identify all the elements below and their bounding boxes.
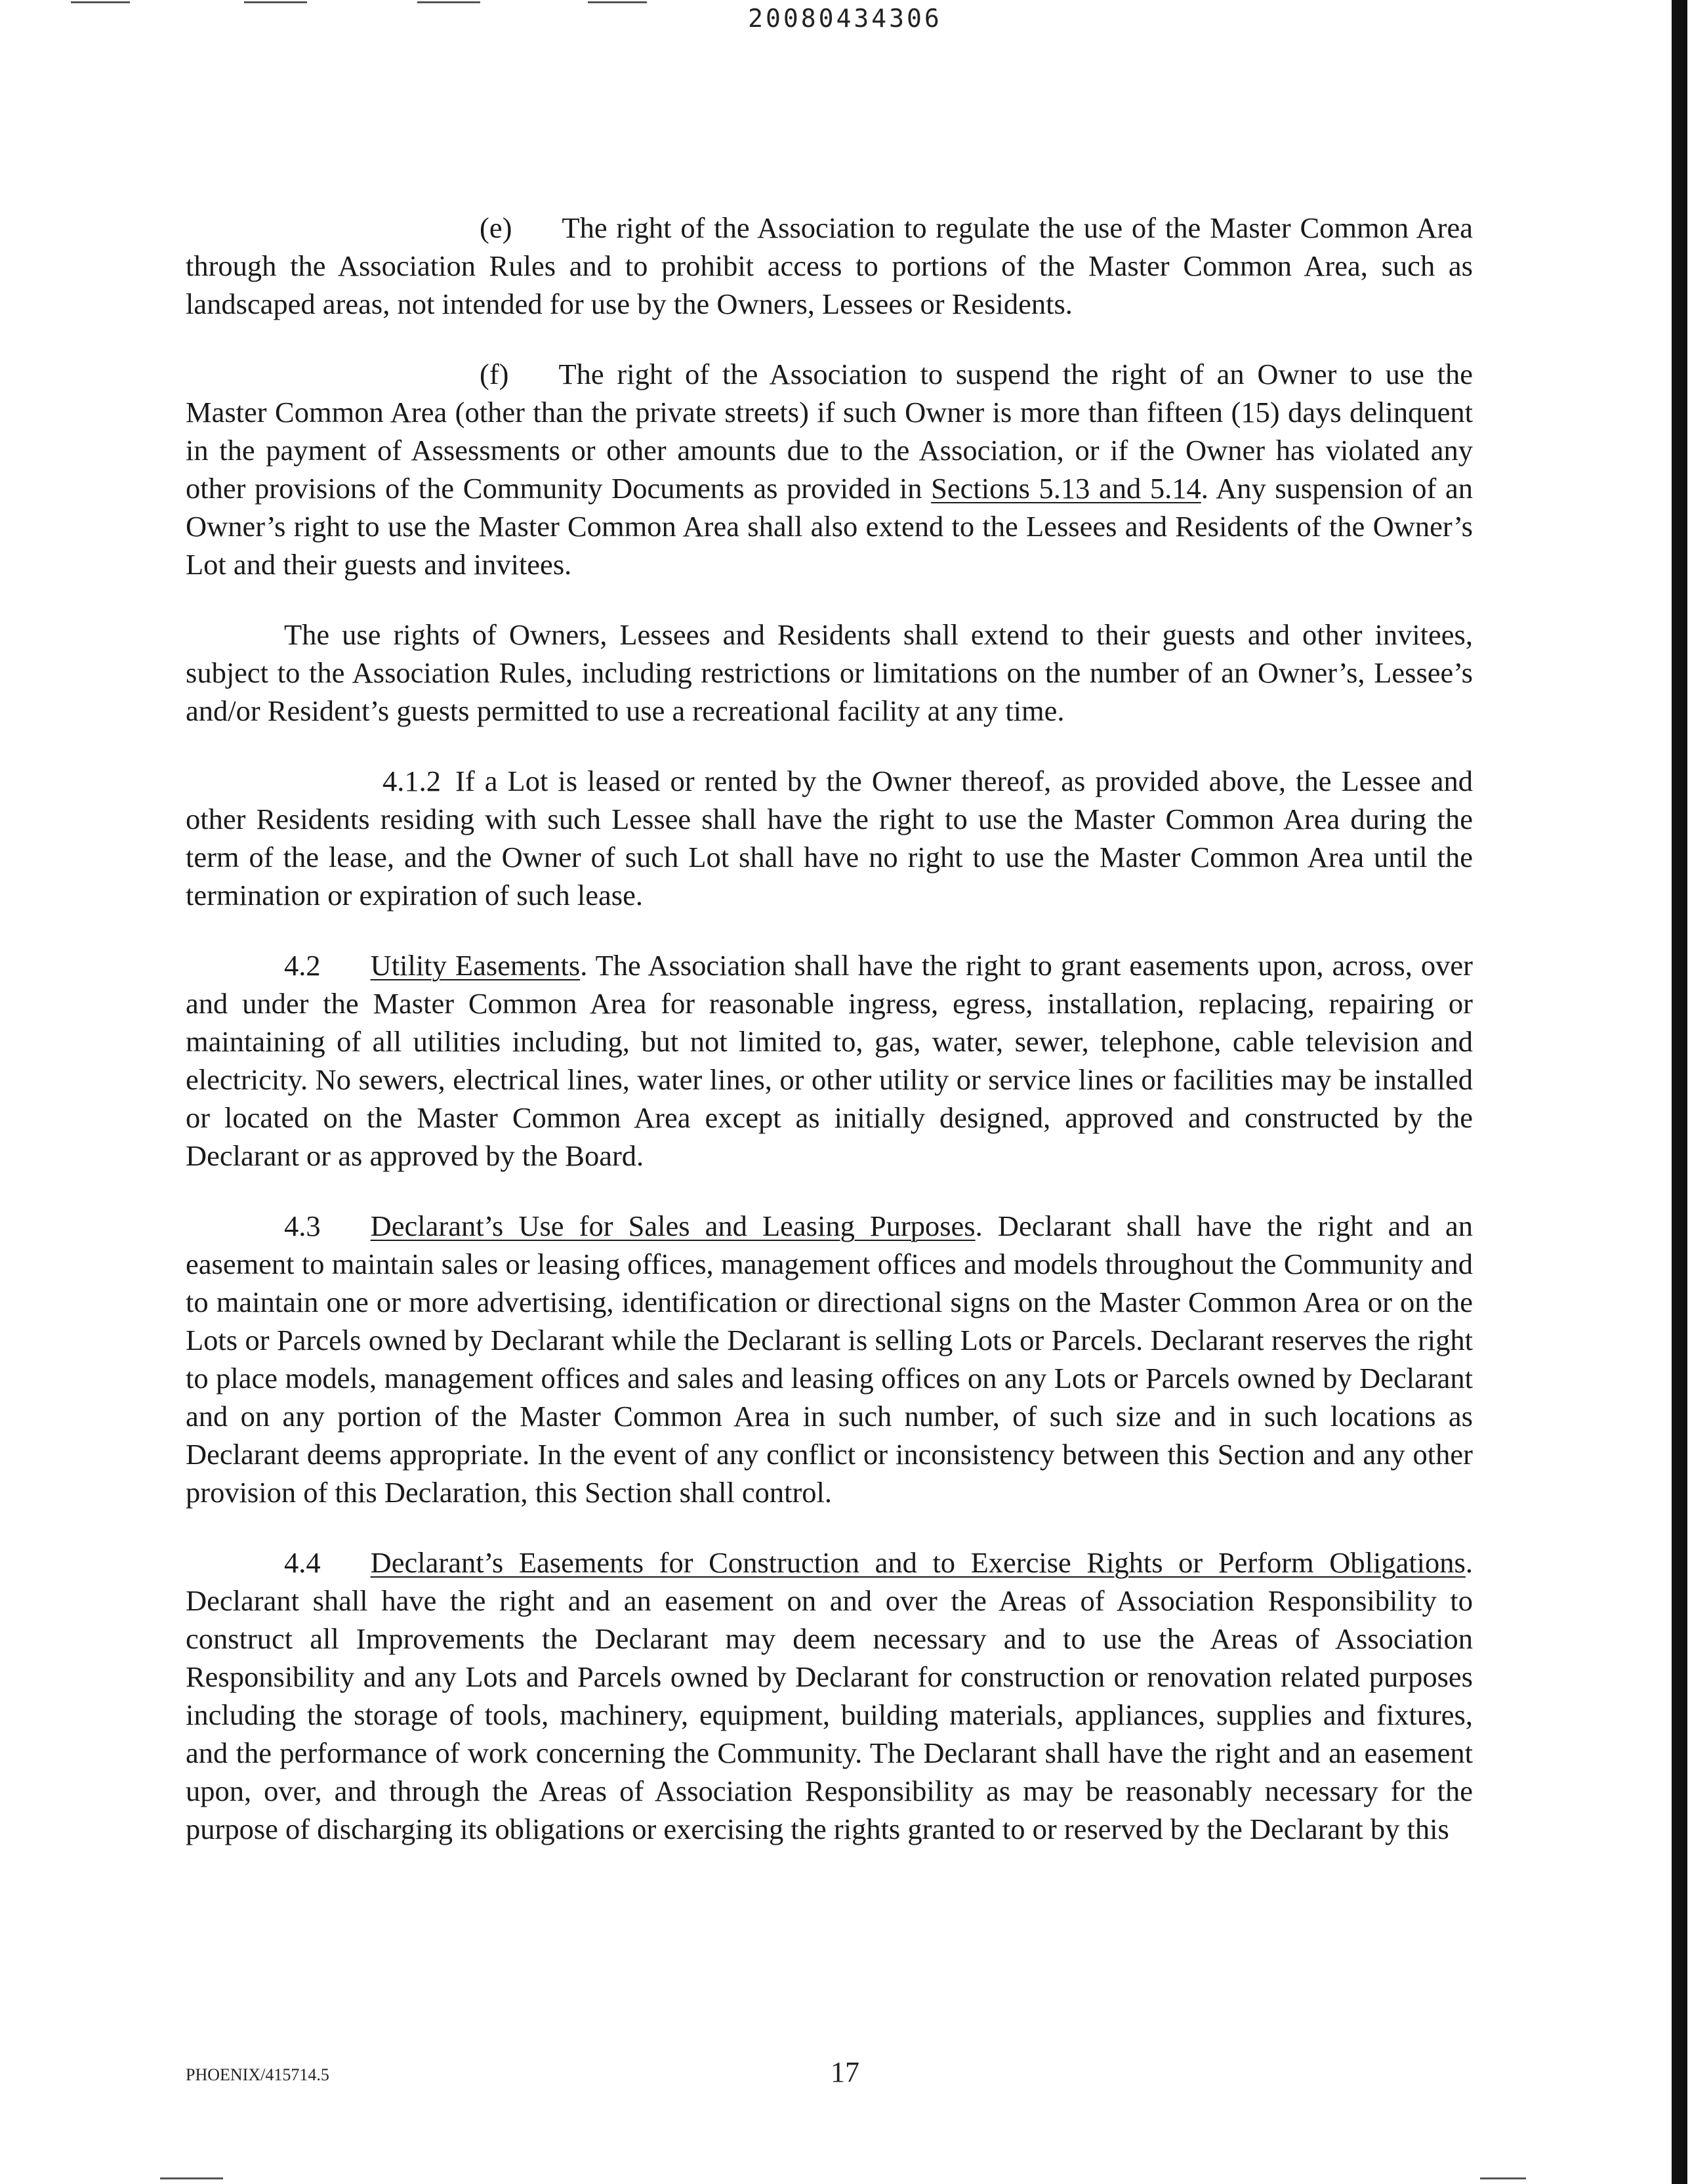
section-number: 4.4: [284, 1546, 321, 1579]
paragraph-f: [186, 355, 1473, 583]
paragraph-text: The right of the Association to suspend the right of an Owner to use the Master Common Area (other than the private streets) if such Owner is more than fifteen (15) days delinquent in the payment of Assessments or other amounts due to the Association, or if the Owner has violated any other provisions of the Community Documents as provided in: [186, 358, 1473, 505]
section-4-2: [186, 946, 1473, 1175]
section-heading: Utility Easements: [370, 949, 581, 982]
scan-edge-bar: [1672, 0, 1687, 2184]
section-4-1-2: [186, 762, 1473, 914]
section-4-3: [186, 1207, 1473, 1511]
recording-number: 20080434306: [748, 4, 942, 33]
scan-artifact-line: [417, 1, 480, 3]
scan-artifact-line: [71, 1, 130, 3]
footer-document-id: PHOENIX/415714.5: [186, 2065, 329, 2084]
paragraph-text: . Declarant shall have the right and an easement to maintain sales or leasing offices, management offices and models throughout the Community and to maintain one or more advertising, identification or directional signs on the Master Common Area or on the Lots or Parcels owned by Declarant while the Declarant is selling Lots or Parcels. Declarant reserves the right to place models, management offices and sales and leasing offices on any Lots or Parcels owned by Declarant and on any portion of the Master Common Area in such number, of such size and in such locations as Declarant deems appropriate. In the event of any conflict or inconsistency between this Section and any other provision of this Declaration, this Section shall control.: [186, 1209, 1473, 1509]
scan-artifact-line: [160, 2177, 223, 2179]
scan-artifact-line: [244, 1, 307, 3]
section-number: 4.1.2: [382, 765, 441, 797]
paragraph-text: . Declarant shall have the right and an easement on and over the Areas of Association Responsibility to construct all Improvements the Declarant may deem necessary and to use the Areas of Association Responsibility and any Lots and Parcels owned by Declarant for construction or renovation related purposes including the storage of tools, machinery, equipment, building materials, appliances, supplies and fixtures, and the performance of work concerning the Community. The Declarant shall have the right and an easement upon, over, and through the Areas of Association Responsibility as may be reasonably necessary for the purpose of discharging its obligations or exercising the rights granted to or reserved by the Declarant by this: [186, 1546, 1473, 1845]
section-4-4: [186, 1544, 1473, 1848]
paragraph-marker: (f): [480, 358, 509, 390]
document-body: [186, 209, 1473, 1880]
paragraph-text: . Any suspension of an Owner’s right to use the Master Common Area shall also extend to the Lessees and Residents of the Owner’s Lot and their guests and invitees.: [186, 472, 1473, 581]
paragraph-use-rights: [186, 616, 1473, 730]
paragraph-text: The use rights of Owners, Lessees and Residents shall extend to their guests and other invitees, subject to the Association Rules, including restrictions or limitations on the number of an Owner’s, Lessee’s and/or Resident’s guests permitted to use a recreational facility at any time.: [186, 618, 1473, 727]
scan-artifact-line: [1480, 2177, 1526, 2179]
paragraph-marker: (e): [480, 211, 512, 244]
section-number: 4.2: [284, 949, 321, 982]
section-reference: Sections 5.13 and 5.14: [931, 472, 1201, 505]
paragraph-text: . The Association shall have the right to grant easements upon, across, over and under the Master Common Area for reasonable ingress, egress, installation, replacing, repairing or maintaining of all utilities including, but not limited to, gas, water, sewer, telephone, cable television and electricity. No sewers, electrical lines, water lines, or other utility or service lines or facilities may be installed or located on the Master Common Area except as initially designed, approved and constructed by the Declarant or as approved by the Board.: [186, 949, 1473, 1172]
page-number: 17: [831, 2056, 859, 2088]
paragraph-text: If a Lot is leased or rented by the Owner thereof, as provided above, the Lessee and other Residents residing with such Lessee shall have the right to use the Master Common Area during the term of the lease, and the Owner of such Lot shall have no right to use the Master Common Area until the termination or expiration of such lease.: [186, 765, 1473, 912]
paragraph-text: The right of the Association to regulate the use of the Master Common Area through the Association Rules and to prohibit access to portions of the Master Common Area, such as landscaped areas, not intended for use by the Owners, Lessees or Residents.: [186, 211, 1473, 320]
paragraph-e: [186, 209, 1473, 323]
section-heading: Declarant’s Easements for Construction and to Exercise Rights or Perform Obligations: [370, 1546, 1466, 1579]
section-number: 4.3: [284, 1209, 321, 1242]
scan-artifact-line: [588, 1, 647, 3]
section-heading: Declarant’s Use for Sales and Leasing Purposes: [370, 1209, 976, 1242]
